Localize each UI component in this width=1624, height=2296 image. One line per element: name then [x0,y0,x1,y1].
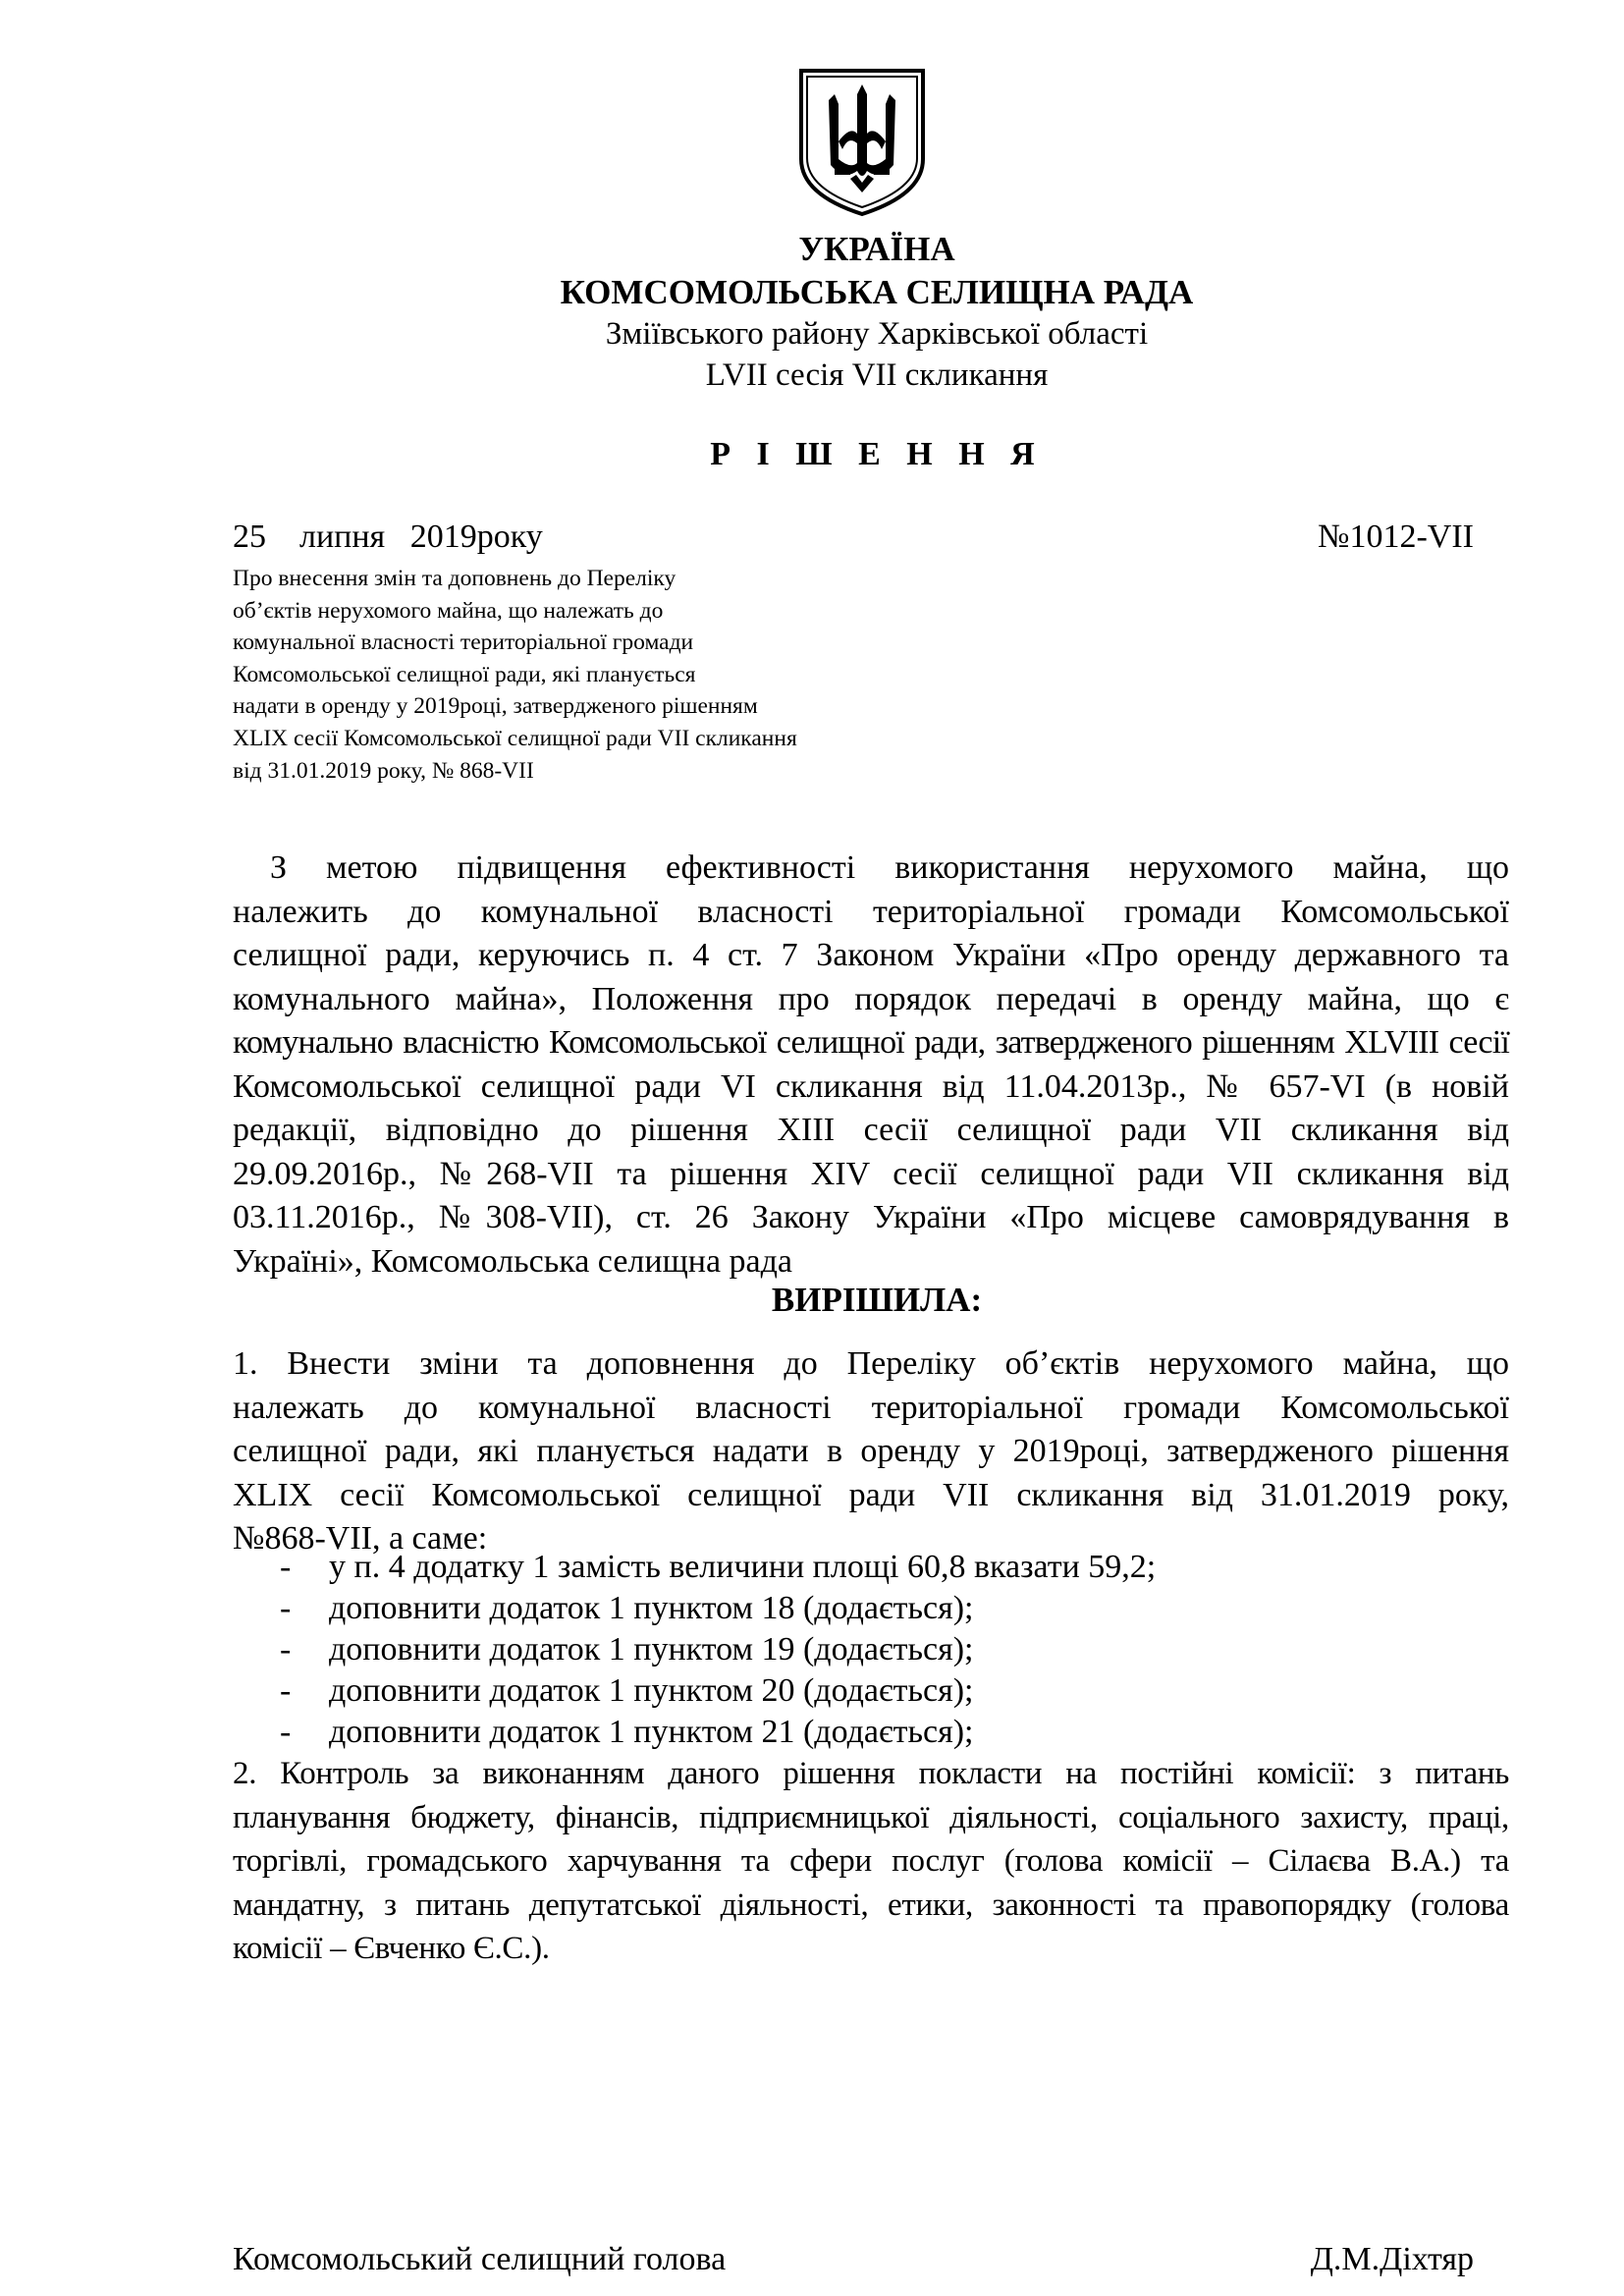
preamble-line: Комсомольської селищної ради VI скликання від 11.04.2013р., № 657-VI (в новій [233,1067,1509,1105]
item1-line: 1. Внести зміни та доповнення до Переліку об’єктів нерухомого майна, що [233,1345,1509,1382]
subject-line: надати в оренду у 2019році, затвердженого рішенням [233,693,758,720]
bullet-dash: - [280,1549,292,1585]
resolution-item-1 [233,1342,1509,1561]
decision-date: 25 липня 2019року [233,519,543,555]
preamble-line: З метою підвищення ефективності використання нерухомого майна, що [270,849,1509,886]
list-item-text: доповнити додаток 1 пунктом 18 (додається); [329,1590,974,1626]
item1-bullet-list [280,1547,1156,1753]
preamble-line: комунального майна», Положення про порядок передачі в оренду майна, що є [233,980,1509,1017]
list-item [280,1670,1156,1712]
list-item-text: доповнити додаток 1 пунктом 19 (додається); [329,1631,974,1667]
item2-line: комісії – Євченко Є.С.). [233,1931,550,1966]
list-item-text: доповнити додаток 1 пунктом 20 (додається); [329,1672,974,1709]
subject-line: комунальної власності територіальної громади [233,629,694,656]
item2-line: 2. Контроль за виконанням даного рішення покласти на постійні комісії: з питань [233,1756,1509,1791]
preamble-line: редакції, відповідно до рішення XIII сесії селищної ради VII скликання від [233,1112,1509,1148]
item2-line: торгівлі, громадського харчування та сфери послуг (голова комісії – Сілаєва В.А.) та [233,1843,1509,1879]
signature-title: Комсомольський селищний голова [233,2241,727,2277]
list-item [280,1547,1156,1588]
bullet-dash: - [280,1590,292,1626]
decision-subject [233,563,797,787]
bullet-dash: - [280,1672,292,1709]
item2-line: планування бюджету, фінансів, підприємницької діяльності, соціального захисту, праці, [233,1799,1509,1835]
preamble-line: належить до комунальної власності територіальної громади Комсомольської [233,893,1509,930]
subject-line: Комсомольської селищної ради, які планується [233,661,696,687]
signature-name: Д.М.Діхтяр [1310,2241,1474,2277]
list-item-text: у п. 4 додатку 1 замість величини площі 60,8 вказати 59,2; [329,1549,1157,1585]
decided-heading: ВИРІШИЛА: [771,1281,983,1319]
item1-line: №868-VII, а саме: [233,1520,488,1557]
list-item [280,1588,1156,1629]
preamble-line: 03.11.2016р., №308-VII), ст. 26 Закону України «Про місцеве самоврядування в [233,1199,1509,1235]
resolution-item-2 [233,1752,1509,1971]
subject-line: XLIX сесії Комсомольської селищної ради VII скликання [233,725,797,751]
header-district: Зміївського району Харківської області [605,316,1149,352]
decision-number: №1012-VII [1318,519,1474,555]
item1-line: селищної ради, які планується надати в оренду у 2019році, затвердженого рішення [233,1433,1509,1469]
header-country: УКРАЇНА [798,230,955,268]
preamble-line: 29.09.2016р., №268-VII та рішення XIV сесії селищної ради VII скликання від [233,1155,1509,1192]
bullet-dash: - [280,1631,292,1667]
item1-line: належать до комунальної власності територіальної громади Комсомольської [233,1389,1509,1426]
subject-line: об’єктів нерухомого майна, що належать до [233,597,664,624]
preamble-line: комунально власністю Комсомольської селищної ради, затвердженого рішенням XLVIII сесії [233,1024,1509,1061]
preamble-paragraph [233,847,1509,1284]
subject-line: від 31.01.2019 року, № 868-VII [233,757,534,784]
item2-line: мандатну, з питань депутатської діяльності, етики, законності та правопорядку (голова [233,1886,1509,1923]
preamble-line: селищної ради, керуючись п. 4 ст. 7 Законом України «Про оренду державного та [233,937,1509,973]
subject-line: Про внесення змін та доповнень до Переліку [233,566,677,591]
item1-line: XLIX сесії Комсомольської селищної ради VII скликання від 31.01.2019 року, [233,1476,1509,1513]
document-type-title: Р І Ш Е Н Н Я [710,436,1044,472]
list-item-text: доповнити додаток 1 пунктом 21 (додається); [329,1714,974,1750]
preamble-line: Україні», Комсомольська селищна рада [233,1242,793,1280]
coat-of-arms-trident-icon [795,65,929,218]
list-item [280,1629,1156,1670]
header-council: КОМСОМОЛЬСЬКА СЕЛИЩНА РАДА [560,273,1194,311]
bullet-dash: - [280,1714,292,1750]
header-session: LVII сесія VII скликання [705,357,1049,393]
list-item [280,1712,1156,1753]
